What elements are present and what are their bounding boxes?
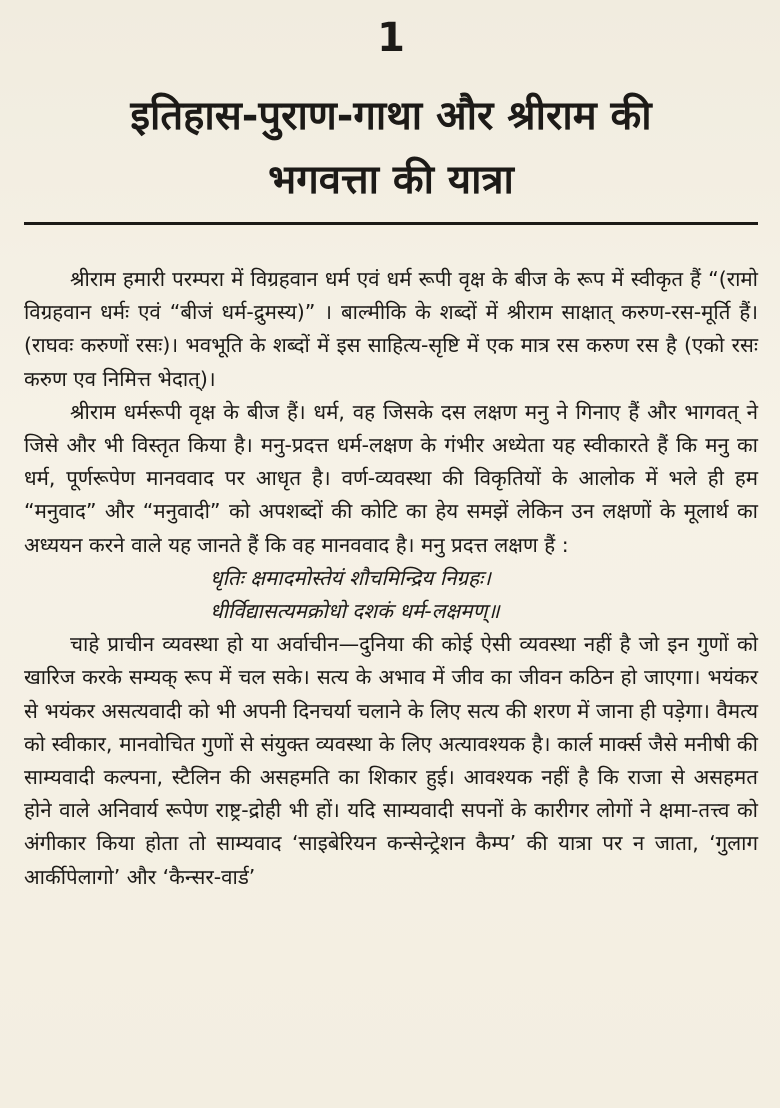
- chapter-number: 1: [377, 15, 405, 61]
- paragraph-2: श्रीराम धर्मरूपी वृक्ष के बीज हैं। धर्म, वह जिसके दस लक्षण मनु ने गिनाए हैं और भागवत् ने जिसे और भी विस्तृत किया है। मनु-प्रदत्त धर्म-लक्षण के गंभीर अध्येता यह स्वीकारते हैं कि मनु का धर्म, पूर्णरूपेण मानववाद पर आधृत है। वर्ण-व्यवस्था की विकृतियों के आलोक में भले ही हम “मनुवाद” और “मनुवादी” को अपशब्दों की कोटि का हेय समझें लेकिन उन लक्षणों के मूलार्थ का अध्ययन करने वाले यह जानते हैं कि वह मानववाद है। मनु प्रदत्त लक्षण हैं :: [24, 399, 758, 557]
- chapter-body: [24, 263, 758, 894]
- sanskrit-shloka: [24, 562, 758, 628]
- chapter-title: [24, 84, 758, 212]
- title-underline-divider: [24, 222, 758, 225]
- shloka-line-1: धृतिः क्षमादमोस्तेयं शौचमिन्द्रिय निग्रहः।: [210, 565, 491, 590]
- shloka-line-2: धीर्विद्यासत्यमक्रोधो दशकं धर्म-लक्षमण्॥: [210, 599, 500, 624]
- chapter-title-line-2: भगवत्ता की यात्रा: [268, 157, 514, 203]
- chapter-title-line-1: इतिहास-पुराण-गाथा और श्रीराम की: [130, 93, 652, 139]
- paragraph-1: श्रीराम हमारी परम्परा में विग्रहवान धर्म एवं धर्म रूपी वृक्ष के बीज के रूप में स्वीकृत हैं “(रामो विग्रहवान धर्मः एवं “बीजं धर्म-द्रुमस्य)” । बाल्मीकि के शब्दों में श्रीराम साक्षात् करुण-रस-मूर्ति हैं। (राघवः करुणों रसः)। भवभूति के शब्दों में इस साहित्य-सृष्टि में एक मात्र रस करुण रस है (एको रसः करुण एव निमित्त भेदात्)।: [24, 267, 758, 391]
- paragraph-3: चाहे प्राचीन व्यवस्था हो या अर्वाचीन—दुनिया की कोई ऐसी व्यवस्था नहीं है जो इन गुणों को खारिज करके सम्यक् रूप में चल सके। सत्य के अभाव में जीव का जीवन कठिन हो जाएगा। भयंकर से भयंकर असत्यवादी को भी अपनी दिनचर्या चलाने के लिए सत्य की शरण में जाना ही पड़ेगा। वैमत्य को स्वीकार, मानवोचित गुणों से संयुक्त व्यवस्था के लिए अत्यावश्यक है। कार्ल मार्क्स जैसे मनीषी की साम्यवादी कल्पना, स्टैलिन की असहमति का शिकार हुई। आवश्यक नहीं है कि राजा से असहमत होने वाले अनिवार्य रूपेण राष्ट्र-द्रोही भी हों। यदि साम्यवादी सपनों के कारीगर लोगों ने क्षमा-तत्त्व को अंगीकार किया होता तो साम्यवाद ‘साइबेरियन कन्सेन्ट्रेशन कैम्प’ की यात्रा पर न जाता, ‘गुलाग आर्कीपेलागो’ और ‘कैन्सर-वार्ड’: [24, 632, 758, 889]
